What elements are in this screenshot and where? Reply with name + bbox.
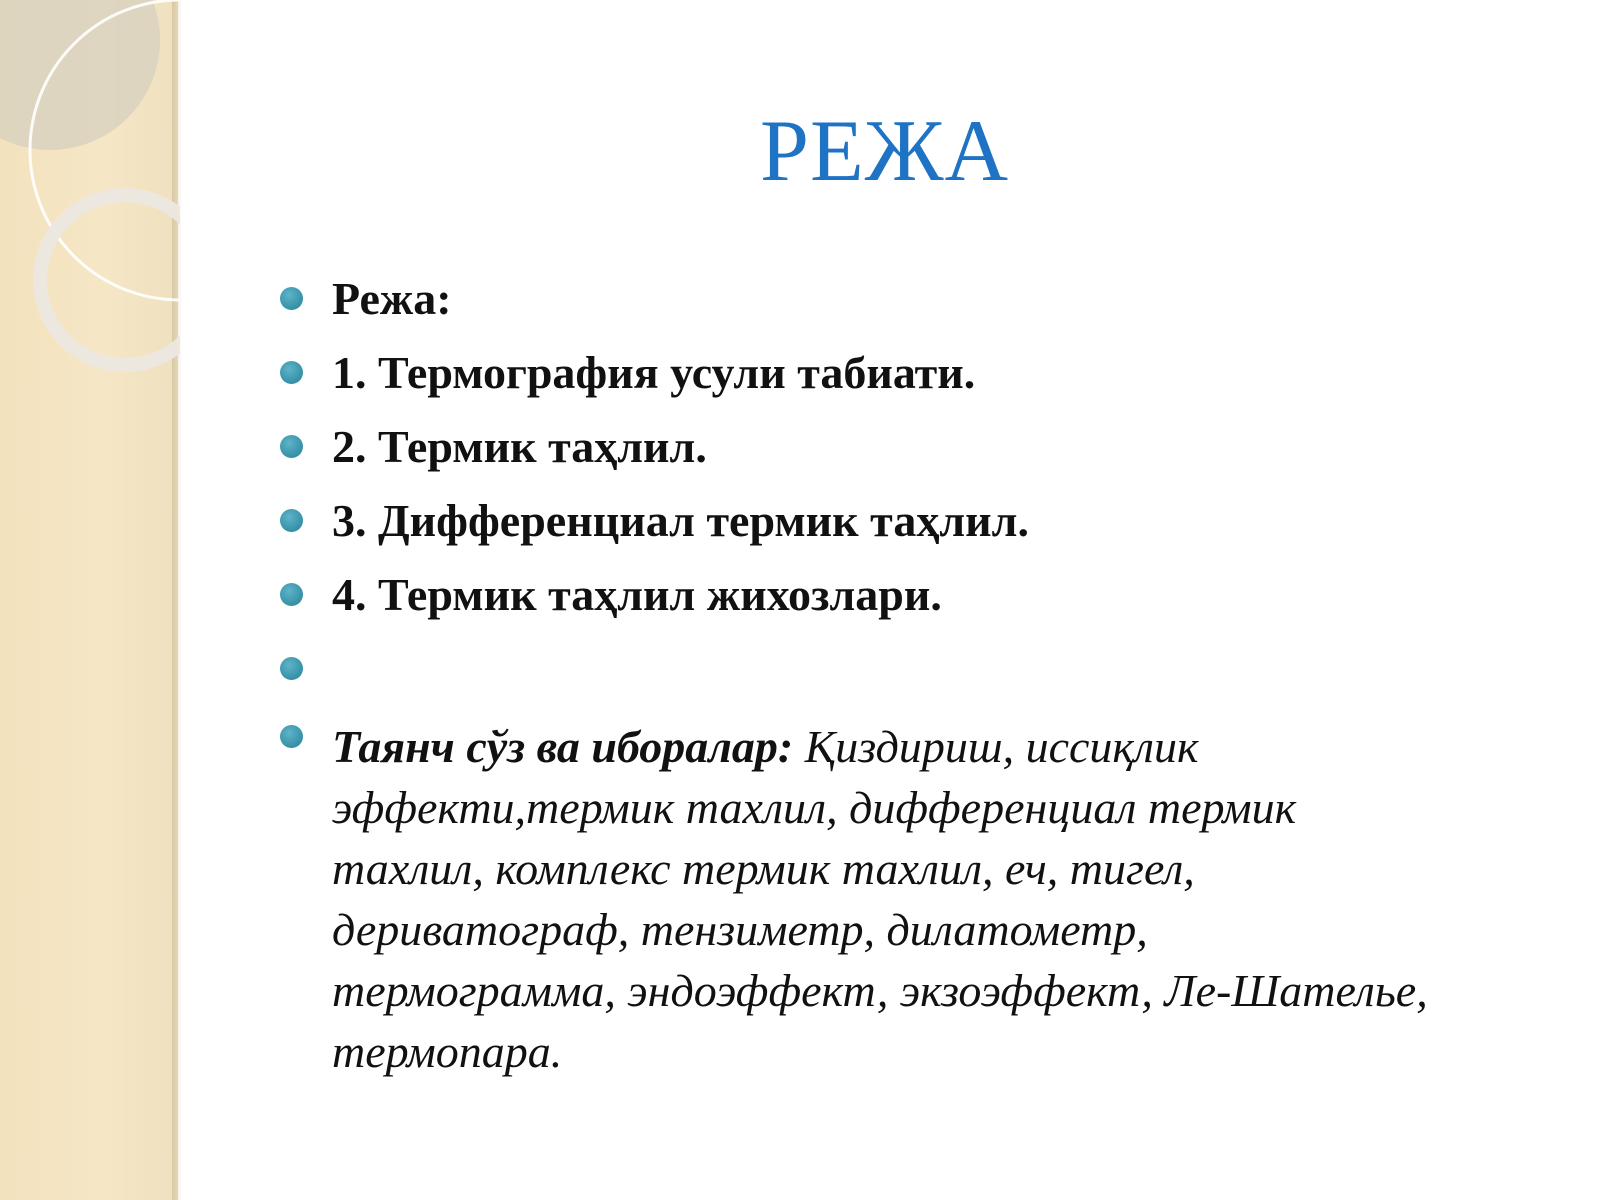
bullet-icon bbox=[280, 509, 303, 532]
list-item bbox=[280, 336, 1460, 410]
keywords-item bbox=[280, 716, 1432, 1082]
deco-filled-circle bbox=[0, 0, 160, 150]
keywords-label: Таянч сўз ва иборалар: bbox=[332, 721, 794, 772]
list-item-text: Режа: bbox=[332, 273, 452, 324]
deco-ring-small bbox=[40, 195, 180, 365]
list-item-empty bbox=[280, 632, 1460, 706]
decorative-circles bbox=[0, 0, 180, 400]
list-item bbox=[280, 410, 1460, 484]
list-item bbox=[280, 262, 1460, 336]
keywords-text: Қиздириш, иссиқлик эффекти,термик тахлил, дифференциал термик тахлил, комплекс термик тахлил, еч, тигел, дериватограф, тензиметр, дилатометр, термограмма, эндоэффект, экзоэффект, Ле-Шателье, термопара. bbox=[332, 721, 1428, 1077]
bullet-icon bbox=[280, 583, 303, 606]
bullet-icon bbox=[280, 287, 303, 310]
list-item-text: 3. Дифференциал термик таҳлил. bbox=[332, 495, 1029, 546]
bullet-icon bbox=[280, 657, 303, 680]
bullet-icon bbox=[280, 725, 303, 748]
list-item bbox=[280, 484, 1460, 558]
list-item-text: 2. Термик таҳлил. bbox=[332, 421, 707, 472]
list-item bbox=[280, 558, 1460, 632]
list-item-text: 4. Термик таҳлил жихозлари. bbox=[332, 569, 942, 620]
slide-title: РЕЖА bbox=[760, 103, 1010, 200]
bullet-icon bbox=[280, 361, 303, 384]
plan-list bbox=[280, 262, 1460, 1082]
list-item-text: 1. Термография усули табиати. bbox=[332, 347, 976, 398]
bullet-icon bbox=[280, 435, 303, 458]
